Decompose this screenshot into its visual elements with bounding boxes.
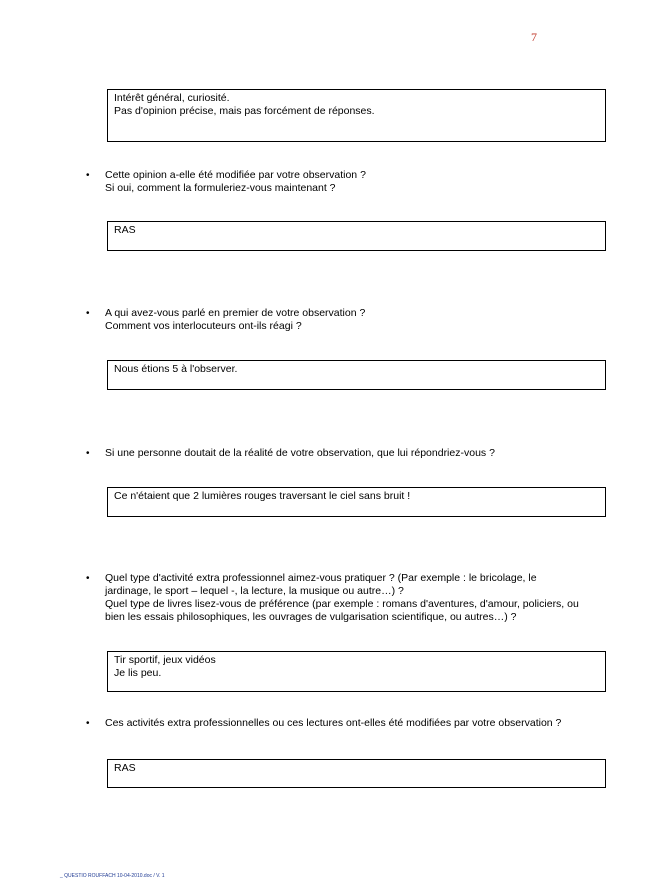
answer-line: RAS xyxy=(114,224,136,236)
bullet-icon: • xyxy=(86,170,90,181)
question-doubter-reply xyxy=(86,447,606,460)
question-activities-modified xyxy=(86,717,606,730)
answer-line: Tir sportif, jeux vidéos xyxy=(114,654,216,666)
question-opinion-modified xyxy=(86,169,606,195)
question-line: Si une personne doutait de la réalité de votre observation, que lui répondriez-vous ? xyxy=(105,447,495,459)
answer-box-doubter-reply xyxy=(107,487,606,517)
question-line: Cette opinion a-elle été modifiée par votre observation ? xyxy=(105,169,366,181)
answer-box-hobbies xyxy=(107,651,606,692)
question-line: bien les essais philosophiques, les ouvrages de vulgarisation scientifique, ou autres…) ? xyxy=(105,611,517,623)
question-first-told xyxy=(86,307,606,333)
bullet-icon: • xyxy=(86,448,90,459)
answer-line: Intérêt général, curiosité. xyxy=(114,92,230,104)
bullet-icon: • xyxy=(86,573,90,584)
question-line: Comment vos interlocuteurs ont-ils réagi ? xyxy=(105,320,302,332)
bullet-icon: • xyxy=(86,308,90,319)
question-line: Quel type de livres lisez-vous de préférence (par exemple : romans d'aventures, d'amour, policiers, ou xyxy=(105,598,579,610)
answer-line: Pas d'opinion précise, mais pas forcément de réponses. xyxy=(114,105,375,117)
question-line: jardinage, le sport – lequel -, la lecture, la musique ou autre…) ? xyxy=(105,585,404,597)
answer-box-opinion xyxy=(107,89,606,142)
answer-line: Nous étions 5 à l'observer. xyxy=(114,363,238,375)
document-footer: _ QUESTIO ROUFFACH 10-04-2010.doc / V. 1 xyxy=(60,873,165,879)
answer-box-opinion-modified xyxy=(107,221,606,251)
question-line: Quel type d'activité extra professionnel aimez-vous pratiquer ? (Par exemple : le bricolage, le xyxy=(105,572,537,584)
bullet-icon: • xyxy=(86,718,90,729)
question-line: Si oui, comment la formuleriez-vous maintenant ? xyxy=(105,182,336,194)
answer-box-activities-modified xyxy=(107,759,606,788)
answer-line: Je lis peu. xyxy=(114,667,162,679)
question-hobbies xyxy=(86,572,606,624)
page-number: 7 xyxy=(531,30,537,44)
question-line: Ces activités extra professionnelles ou ces lectures ont-elles été modifiées par votre observation ? xyxy=(105,717,562,729)
answer-line: RAS xyxy=(114,762,136,774)
answer-box-first-told xyxy=(107,360,606,390)
answer-line: Ce n'étaient que 2 lumières rouges traversant le ciel sans bruit ! xyxy=(114,490,411,502)
question-line: A qui avez-vous parlé en premier de votre observation ? xyxy=(105,307,366,319)
